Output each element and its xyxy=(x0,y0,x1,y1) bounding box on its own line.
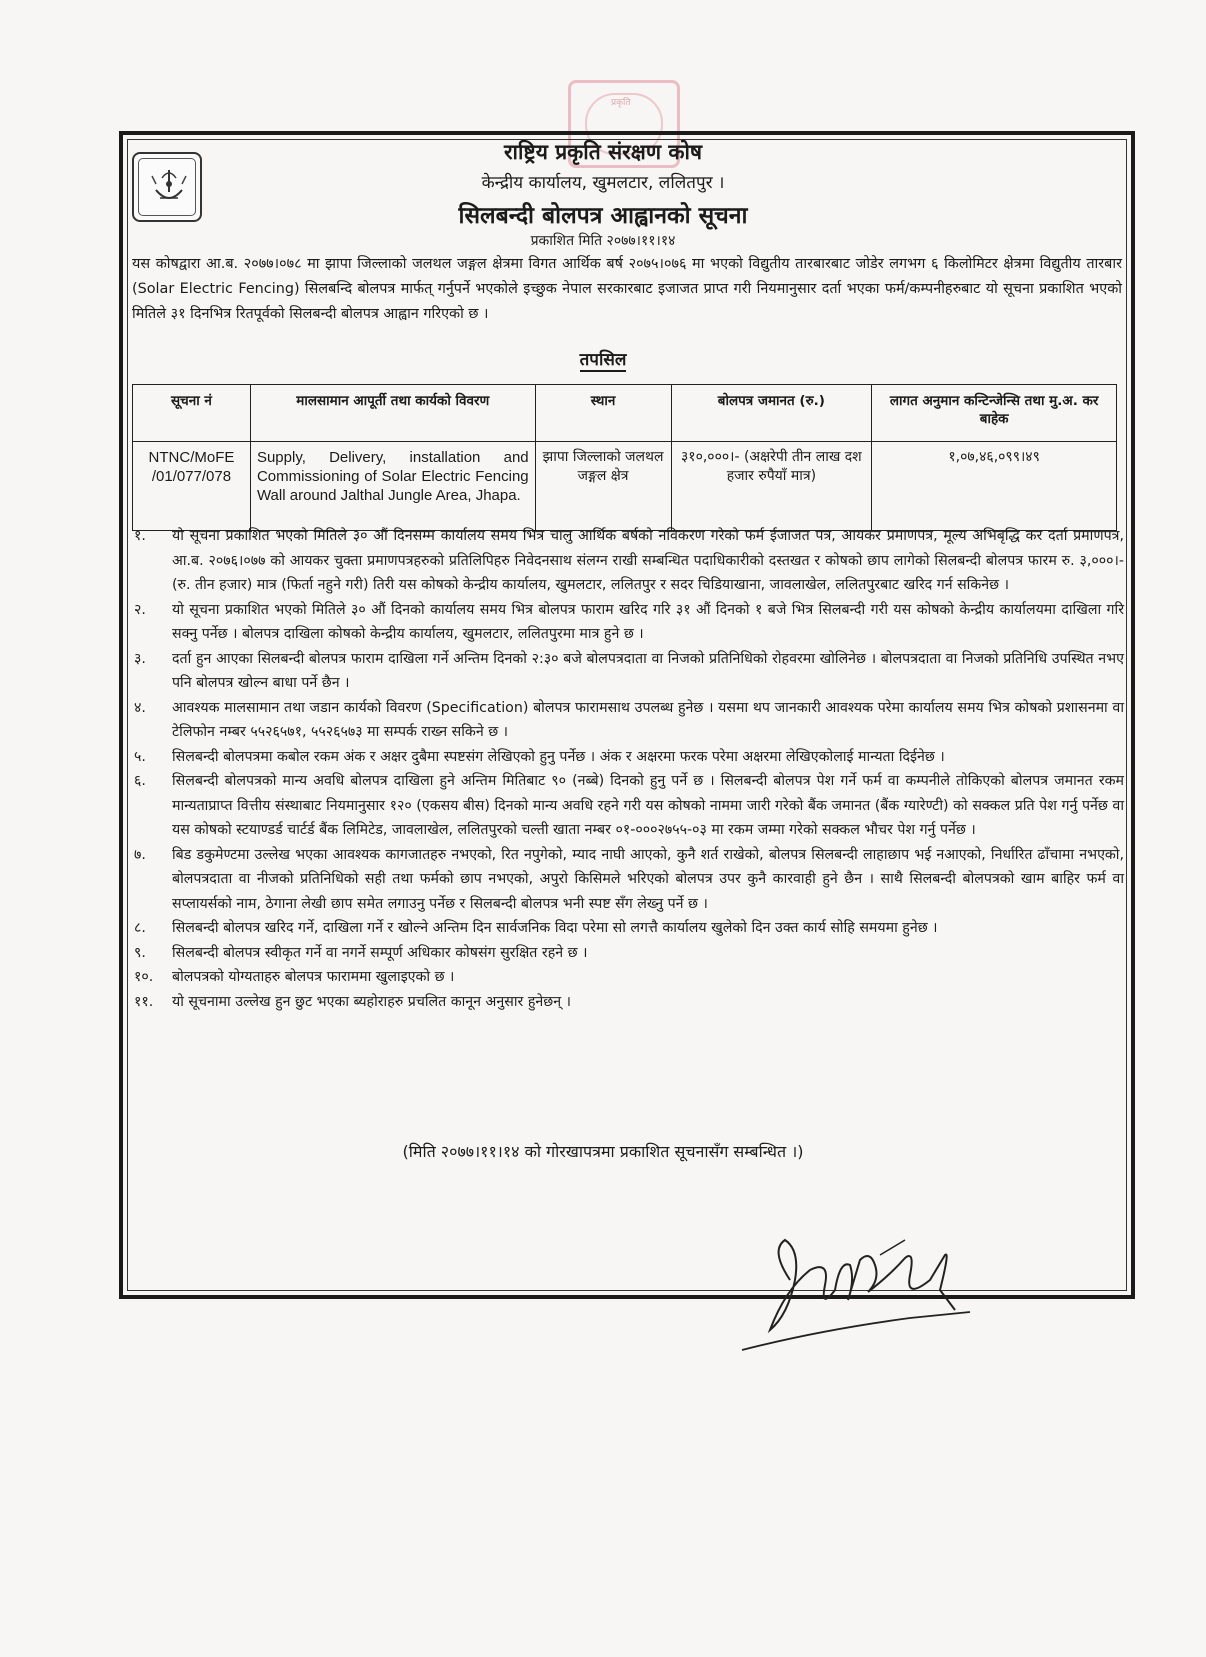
notice-title: सिलबन्दी बोलपत्र आह्वानको सूचना xyxy=(458,203,748,229)
item-text: दर्ता हुन आएका सिलबन्दी बोलपत्र फाराम दाखिला गर्ने अन्तिम दिनको २:३० बजे बोलपत्रदाता वा निजको प्रतिनिधिको रोहवरमा खोलिनेछ । बोलपत्रदाता वा निजको प्रतिनिधि उपस्थित नभए पनि बोलपत्र खोल्न बाधा पर्ने छैन । xyxy=(172,650,1124,691)
list-item xyxy=(130,941,1124,966)
item-number: ९. xyxy=(134,944,146,961)
conditions-list xyxy=(130,524,1124,1014)
list-item xyxy=(130,769,1124,843)
schedule-heading-text: तपसिल xyxy=(579,350,627,370)
cell-cost-estimate: १,०७,४६,०९९।४९ xyxy=(872,442,1117,531)
header-bid-security: बोलपत्र जमानत (रु.) xyxy=(671,385,872,442)
table-row xyxy=(133,442,1117,531)
item-number: ३. xyxy=(134,650,146,667)
cell-notice-no: NTNC/MoFE /01/077/078 xyxy=(133,442,251,531)
schedule-heading xyxy=(0,347,1206,370)
list-item xyxy=(130,696,1124,745)
item-number: ६. xyxy=(134,773,146,789)
cell-description: Supply, Delivery, installation and Commissioning of Solar Electric Fencing Wall around Jalthal Jungle Area, Jhapa. xyxy=(250,442,535,531)
item-number: ८. xyxy=(134,920,146,936)
item-text: यो सूचना प्रकाशित भएको मितिले ३० औं दिनको कार्यालय समय भित्र बोलपत्र फाराम खरिद गरि ३१ औं दिनको १ बजे भित्र सिलबन्दी गरी यस कोषको केन्द्रीय कार्यालयमा दाखिला गरि सक्नु पर्नेछ । बोलपत्र दाखिला कोषको केन्द्रीय कार्यालय, खुमलटार, ललितपुरमा मात्र हुने छ । xyxy=(172,601,1124,642)
list-item xyxy=(130,843,1124,917)
item-number: ७. xyxy=(134,846,146,863)
organization-name: राष्ट्रिय प्रकृति संरक्षण कोष xyxy=(503,140,703,164)
item-number: १. xyxy=(134,528,146,544)
header-location: स्थान xyxy=(535,385,671,442)
office-address: केन्द्रीय कार्यालय, खुमलटार, ललितपुर । xyxy=(481,173,725,193)
list-item xyxy=(130,965,1124,990)
header-description: मालसामान आपूर्ती तथा कार्यको विवरण xyxy=(250,385,535,442)
item-number: ५. xyxy=(134,748,146,765)
item-text: सिलबन्दी बोलपत्र खरिद गर्ने, दाखिला गर्ने र खोल्ने अन्तिम दिन सार्वजनिक विदा परेमा सो लगत्तै कार्यालय खुलेको दिन उक्त कार्य सोहि समयमा हुनेछ । xyxy=(172,920,938,936)
item-text: बोलपत्रको योग्यताहरु बोलपत्र फाराममा खुलाइएको छ । xyxy=(172,969,455,985)
list-item xyxy=(130,647,1124,696)
list-item xyxy=(130,524,1124,598)
item-number: ४. xyxy=(134,699,146,716)
table-header-row xyxy=(133,385,1117,442)
item-text: यो सूचनामा उल्लेख हुन छुट भएका ब्यहोराहरु प्रचलित कानून अनुसार हुनेछन् । xyxy=(172,993,571,1010)
header-cost-estimate: लागत अनुमान कन्टिन्जेन्सि तथा मु.अ. कर बाहेक xyxy=(872,385,1117,442)
header-notice-no: सूचना नं xyxy=(133,385,251,442)
item-number: ११. xyxy=(134,993,154,1010)
cell-bid-security: ३१०,०००।- (अक्षरेपी तीन लाख दश हजार रुपैयाँ मात्र) xyxy=(671,442,872,531)
item-text: आवश्यक मालसामान तथा जडान कार्यको विवरण (Specification) बोलपत्र फारामसाथ उपलब्ध हुनेछ । यसमा थप जानकारी आवश्यक परेमा कार्यालय समय भित्र कोषको प्रशासनमा वा टेलिफोन नम्बर ५५२६५७१, ५५२६५७३ मा सम्पर्क राख्न सकिने छ । xyxy=(172,699,1124,740)
list-item xyxy=(130,990,1124,1015)
published-date: प्रकाशित मिति २०७७।११।१४ xyxy=(530,233,676,249)
signature-image xyxy=(740,1220,1000,1360)
item-text: सिलबन्दी बोलपत्र स्वीकृत गर्ने वा नगर्ने सम्पूर्ण अधिकार कोषसंग सुरक्षित रहने छ । xyxy=(172,944,588,961)
intro-paragraph: यस कोषद्वारा आ.ब. २०७७।०७८ मा झापा जिल्लाको जलथल जङ्गल क्षेत्रमा विगत आर्थिक बर्ष २०७५।०७६ मा भएको विद्युतीय तारबारबाट जोडेर लगभग ६ किलोमिटर क्षेत्रमा विद्युतीय तारबार (Solar Electric Fencing) सिलबन्दि बोलपत्र मार्फत् गर्नुपर्ने भएकोले इच्छुक नेपाल सरकारबाट इजाजत प्राप्त गरी नियमानुसार दर्ता भएका फर्म/कम्पनीहरुबाट यो सूचना प्रकाशित भएको मितिले ३१ दिनभित्र रितपूर्वको सिलबन्दी बोलपत्र आह्वान गरिएको छ । xyxy=(132,256,1122,322)
stamp-text: प्रकृति xyxy=(611,98,631,108)
list-item xyxy=(130,745,1124,770)
item-text: बिड डकुमेण्टमा उल्लेख भएका आवश्यक कागजातहरु नभएको, रित नपुगेको, म्याद नाघी आएको, कुनै शर्त राखेको, बोलपत्र सिलबन्दी लाहाछाप भई नआएको, निर्धारित ढाँचामा नभएको, बोलपत्रदाता वा नीजको प्रतिनिधिको सही तथा फर्मको छाप नभएको, अपुरो किसिमले भरिएको बोलपत्र उपर कुनै कारवाही हुने छैन । साथै सिलबन्दी बोलपत्रको खाम बाहिर फर्म वा सप्लायर्सको नाम, ठेगाना लेखी छाप समेत लगाउनु पर्नेछ र सिलबन्दी बोलपत्र भनी स्पष्ट सँग लेख्नु पर्ने छ । xyxy=(172,846,1124,912)
list-item xyxy=(130,598,1124,647)
item-number: १०. xyxy=(134,969,154,985)
item-text: यो सूचना प्रकाशित भएको मितिले ३० औं दिनसम्म कार्यालय समय भित्र चालु आर्थिक बर्षको नविकरण गरेको फर्म ईजाजत पत्र, आयकर प्रमाणपत्र, मूल्य अभिबृद्धि कर दर्ता प्रमाणपत्र, आ.ब. २०७६।०७७ को आयकर चुक्ता प्रमाणपत्रहरुको प्रतिलिपिहरु निवेदनसाथ संलग्न राखी सम्बन्धित पदाधिकारीको दस्तखत र कोषको छाप लागेको सिलबन्दी बोलपत्र फारम रु. ३,०००।- (रु. तीन हजार) मात्र (फिर्ता नहुने गरी) तिरी यस कोषको केन्द्रीय कार्यालय, खुमलटार, ललितपुर र सदर चिडियाखाना, जावलाखेल, ललितपुरबाट खरिद गर्न सकिनेछ । xyxy=(172,528,1124,593)
list-item xyxy=(130,916,1124,941)
item-number: २. xyxy=(134,601,146,618)
gazette-reference: (मिति २०७७।११।१४ को गोरखापत्रमा प्रकाशित सूचनासँग सम्बन्धित ।) xyxy=(402,1142,804,1161)
tender-table xyxy=(132,384,1117,531)
item-text: सिलबन्दी बोलपत्रको मान्य अवधि बोलपत्र दाखिला हुने अन्तिम मितिबाट ९० (नब्बे) दिनको हुनु पर्ने छ । सिलबन्दी बोलपत्र पेश गर्ने फर्म वा कम्पनीले तोकिएको बोलपत्र जमानत रकम मान्यताप्राप्त वित्तीय संस्थाबाट नियमानुसार १२० (एकसय बीस) दिनको मान्य अवधि रहने गरी यस कोषको नाममा जारी गरेको बैंक जमानत (बैंक ग्यारेण्टी) को सक्कल प्रति पेश गर्नु पर्नेछ वा यस कोषको स्टयाण्डर्ड चार्टर्ड बैंक लिमिटेड, जावलाखेल, ललितपुरको चल्ती खाता नम्बर ०१-०००२७५५-०३ मा रकम जम्मा गरेको सक्कल भौचर पेश गर्नु पर्नेछ । xyxy=(172,773,1124,838)
item-text: सिलबन्दी बोलपत्रमा कबोल रकम अंक र अक्षर दुबैमा स्पष्टसंग लेखिएको हुनु पर्नेछ । अंक र अक्षरमा फरक परेमा अक्षरमा लेखिएकोलाई मान्यता दिईनेछ । xyxy=(172,748,945,765)
cell-location: झापा जिल्लाको जलथल जङ्गल क्षेत्र xyxy=(535,442,671,531)
